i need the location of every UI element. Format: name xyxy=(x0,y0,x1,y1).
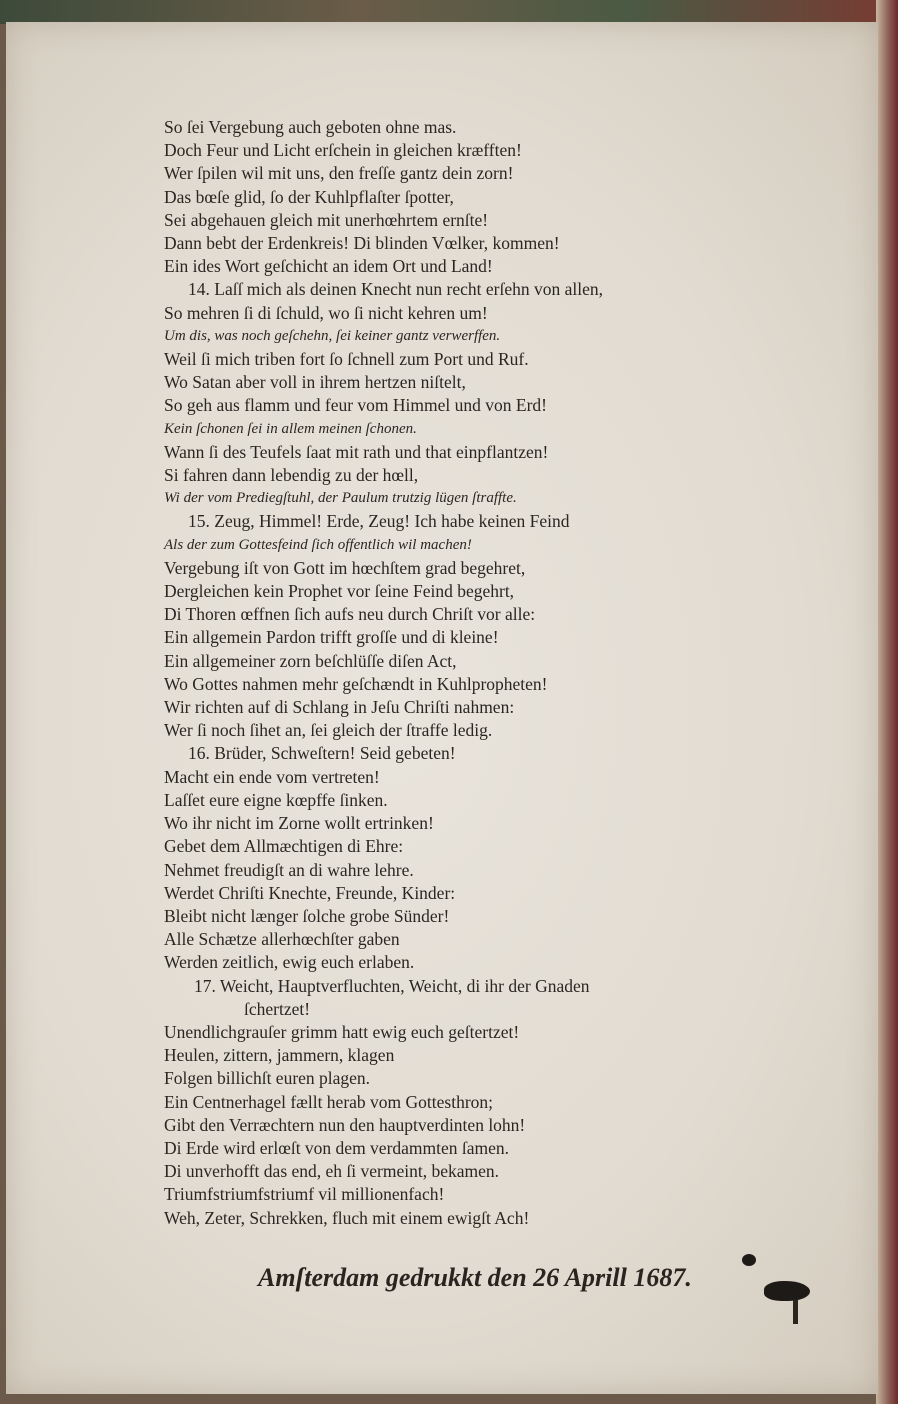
ink-mark xyxy=(793,1300,798,1324)
text-line: Wi der vom Prediegſtuhl, der Paulum trutzig lügen ſtraffte. xyxy=(164,490,517,507)
text-line: So geh aus flamm und feur vom Himmel und von Erd! xyxy=(164,395,547,416)
text-line: Sei abgehauen gleich mit unerhœhrtem ernſte! xyxy=(164,209,489,230)
text-line: Wo Gottes nahmen mehr geſchændt in Kuhlpropheten! xyxy=(164,673,548,694)
text-line: Ein allgemein Pardon trifft groſſe und di kleine! xyxy=(164,627,499,648)
text-line: Ein allgemeiner zorn beſchlüſſe diſen Act, xyxy=(164,650,457,671)
text-line: Si fahren dann lebendig zu der hœll, xyxy=(164,465,419,486)
text-line: Ein Centnerhagel fællt herab vom Gottesthron; xyxy=(164,1091,494,1112)
text-line: ſchertzet! xyxy=(244,998,311,1019)
text-line: Macht ein ende vom vertreten! xyxy=(164,766,380,787)
text-line: 17. Weicht, Hauptverfluchten, Weicht, di ihr der Gnaden xyxy=(194,975,590,996)
text-line: Als der zum Gottesfeind ſich offentlich wil machen! xyxy=(164,536,472,553)
text-line: 15. Zeug, Himmel! Erde, Zeug! Ich habe keinen Feind xyxy=(188,511,570,532)
text-line: Di Thoren œffnen ſich aufs neu durch Chriſt vor alle: xyxy=(164,604,536,625)
text-line: Wo ihr nicht im Zorne wollt ertrinken! xyxy=(164,813,434,834)
book-edge-top xyxy=(0,0,898,24)
text-line: Gibt den Verræchtern nun den hauptverdinten lohn! xyxy=(164,1114,526,1135)
text-line: Folgen billichſt euren plagen. xyxy=(164,1068,371,1089)
text-line: Um dis, was noch geſchehn, ſei keiner gantz verwerffen. xyxy=(164,327,501,344)
text-line: Alle Schætze allerhœchſter gaben xyxy=(164,929,400,950)
text-line: So ſei Vergebung auch geboten ohne mas. xyxy=(164,117,457,137)
text-line: Unendlichgrauſer grimm hatt ewig euch geſtertzet! xyxy=(164,1021,520,1042)
text-line: 14. Laſſ mich als deinen Knecht nun recht erſehn von allen, xyxy=(188,279,604,300)
text-line: Werden zeitlich, ewig euch erlaben. xyxy=(164,952,415,973)
text-line: Heulen, zittern, jammern, klagen xyxy=(164,1045,395,1066)
text-line: Nehmet freudigſt an di wahre lehre. xyxy=(164,859,414,880)
text-line: Doch Feur und Licht erſchein in gleichen kræfften! xyxy=(164,140,522,161)
ink-blot xyxy=(742,1254,756,1266)
text-line: Di Erde wird erlœſt von dem verdammten ſamen. xyxy=(164,1137,510,1158)
text-line: Werdet Chriſti Knechte, Freunde, Kinder: xyxy=(164,882,456,903)
text-line: Kein ſchonen ſei in allem meinen ſchonen. xyxy=(164,420,417,437)
poem-text xyxy=(164,116,844,1230)
text-line: Dergleichen kein Prophet vor ſeine Feind begehrt, xyxy=(164,581,515,602)
text-line: Wer ſi noch ſihet an, ſei gleich der ſtraffe ledig. xyxy=(164,720,493,741)
text-line: Weh, Zeter, Schrekken, fluch mit einem ewigſt Ach! xyxy=(164,1207,530,1228)
text-line: Ein ides Wort geſchicht an idem Ort und Land! xyxy=(164,256,493,277)
text-line: Wir richten auf di Schlang in Jeſu Chriſti nahmen: xyxy=(164,697,515,718)
book-spine xyxy=(876,0,898,1404)
text-line: Wann ſi des Teufels ſaat mit rath und that einpflantzen! xyxy=(164,441,549,462)
text-line: Dann bebt der Erdenkreis! Di blinden Vœlker, kommen! xyxy=(164,233,560,254)
imprint-line: Amſterdam gedrukkt den 26 Aprill 1687. xyxy=(258,1263,692,1292)
text-line: Das bœſe glid, ſo der Kuhlpflaſter ſpotter, xyxy=(164,186,454,207)
text-line: Di unverhofft das end, eh ſi vermeint, bekamen. xyxy=(164,1161,499,1182)
text-line: Wo Satan aber voll in ihrem hertzen niſtelt, xyxy=(164,372,466,393)
text-line: Vergebung iſt von Gott im hœchſtem grad begehret, xyxy=(164,557,526,578)
text-line: So mehren ſi di ſchuld, wo ſi nicht kehren um! xyxy=(164,302,488,323)
text-line: Wer ſpilen wil mit uns, den freſſe gantz dein zorn! xyxy=(164,163,514,184)
text-line: Gebet dem Allmæchtigen di Ehre: xyxy=(164,836,404,857)
ink-blot xyxy=(764,1281,810,1301)
text-line: Triumfstriumfstriumf vil millionenfach! xyxy=(164,1184,445,1205)
text-line: Laſſet eure eigne kœpffe ſinken. xyxy=(164,789,388,810)
text-line: Weil ſi mich triben fort ſo ſchnell zum Port und Ruf. xyxy=(164,349,529,370)
text-line: Bleibt nicht længer ſolche grobe Sünder! xyxy=(164,905,450,926)
text-line: 16. Brüder, Schweſtern! Seid gebeten! xyxy=(188,743,456,764)
